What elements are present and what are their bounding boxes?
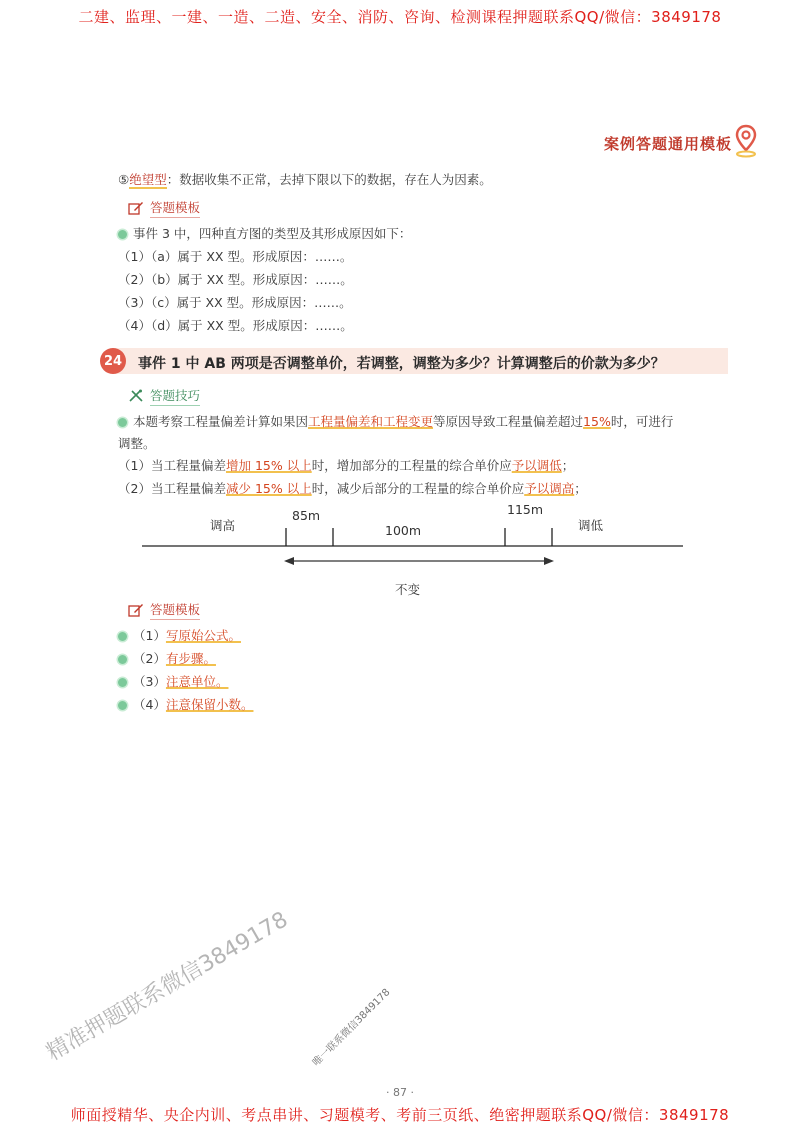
diagram-right-label: 调低 bbox=[578, 518, 604, 533]
template1-item: （4）（d）属于 XX 型。形成原因：……。 bbox=[118, 318, 353, 333]
template1-lead: 事件 3 中，四种直方图的类型及其形成原因如下： bbox=[118, 226, 411, 242]
template2-heading bbox=[128, 600, 200, 620]
diagram-label-115: 115m bbox=[507, 502, 544, 517]
diagram-label-85: 85m bbox=[292, 508, 321, 523]
arrow-left-icon bbox=[284, 557, 294, 565]
bullet-dot-icon bbox=[118, 632, 127, 641]
template1-label: 答题模板 bbox=[150, 198, 200, 218]
template1-heading bbox=[128, 198, 200, 218]
diagram-arrow-label: 不变 bbox=[395, 582, 421, 597]
tips-rule-1: （1）当工程量偏差增加 15% 以上时，增加部分的工程量的综合单价应予以调低； bbox=[118, 458, 575, 473]
template2-item: （4）注意保留小数。 bbox=[118, 697, 253, 713]
top-banner: 二建、监理、一建、一造、二造、安全、消防、咨询、检测课程押题联系QQ/微信：3849178 bbox=[78, 8, 722, 26]
intro-text: ：数据收集不正常，去掉下限以下的数据，存在人为因素。 bbox=[166, 172, 492, 187]
template1-item: （2）（b）属于 XX 型。形成原因：……。 bbox=[118, 272, 353, 287]
tips-heading bbox=[128, 386, 200, 406]
question-title: 事件 1 中 AB 两项是否调整单价，若调整，调整为多少？计算调整后的价款为多少？ bbox=[138, 356, 665, 372]
bullet-dot-icon bbox=[118, 418, 127, 427]
template1-item: （3）（c）属于 XX 型。形成原因：……。 bbox=[118, 295, 352, 310]
question-number-badge: 24 bbox=[100, 348, 126, 374]
diagram-label-100: 100m bbox=[385, 523, 422, 538]
bullet-dot-icon bbox=[118, 230, 127, 239]
arrow-right-icon bbox=[544, 557, 554, 565]
intro-term: 绝望型 bbox=[129, 172, 167, 187]
pen-icon bbox=[128, 201, 144, 215]
location-pin-icon bbox=[734, 124, 758, 158]
intro-line bbox=[118, 172, 492, 188]
page-number: · 87 · bbox=[386, 1086, 414, 1099]
diagram-left-label: 调高 bbox=[210, 518, 236, 533]
intro-marker: ⑤ bbox=[118, 172, 130, 187]
tools-icon bbox=[128, 389, 144, 403]
tips-paragraph-cont: 调整。 bbox=[118, 436, 156, 451]
watermark-center: 唯一联系微信3849178 bbox=[310, 986, 393, 1069]
template2-item: （1）写原始公式。 bbox=[118, 628, 241, 644]
template2-label: 答题模板 bbox=[150, 600, 200, 620]
bullet-dot-icon bbox=[118, 655, 127, 664]
header-tag: 案例答题通用模板 bbox=[603, 135, 732, 153]
bottom-banner: 师面授精华、央企内训、考点串讲、习题模考、考前三页纸、绝密押题联系QQ/微信：3849178 bbox=[70, 1106, 730, 1124]
bullet-dot-icon bbox=[118, 678, 127, 687]
template1-item: （1）（a）属于 XX 型。形成原因：……。 bbox=[118, 249, 353, 264]
bullet-dot-icon bbox=[118, 701, 127, 710]
tips-paragraph: 本题考察工程量偏差计算如果因工程量偏差和工程变更等原因导致工程量偏差超过15%时，可进行 bbox=[118, 414, 673, 430]
template2-item: （2）有步骤。 bbox=[118, 651, 216, 667]
watermark-left: 精准押题联系微信3849178 bbox=[42, 907, 293, 1066]
pen-icon bbox=[128, 603, 144, 617]
template2-item: （3）注意单位。 bbox=[118, 674, 228, 690]
tips-label: 答题技巧 bbox=[150, 386, 200, 406]
tips-rule-2: （2）当工程量偏差减少 15% 以上时，减少后部分的工程量的综合单价应予以调高； bbox=[118, 481, 587, 496]
